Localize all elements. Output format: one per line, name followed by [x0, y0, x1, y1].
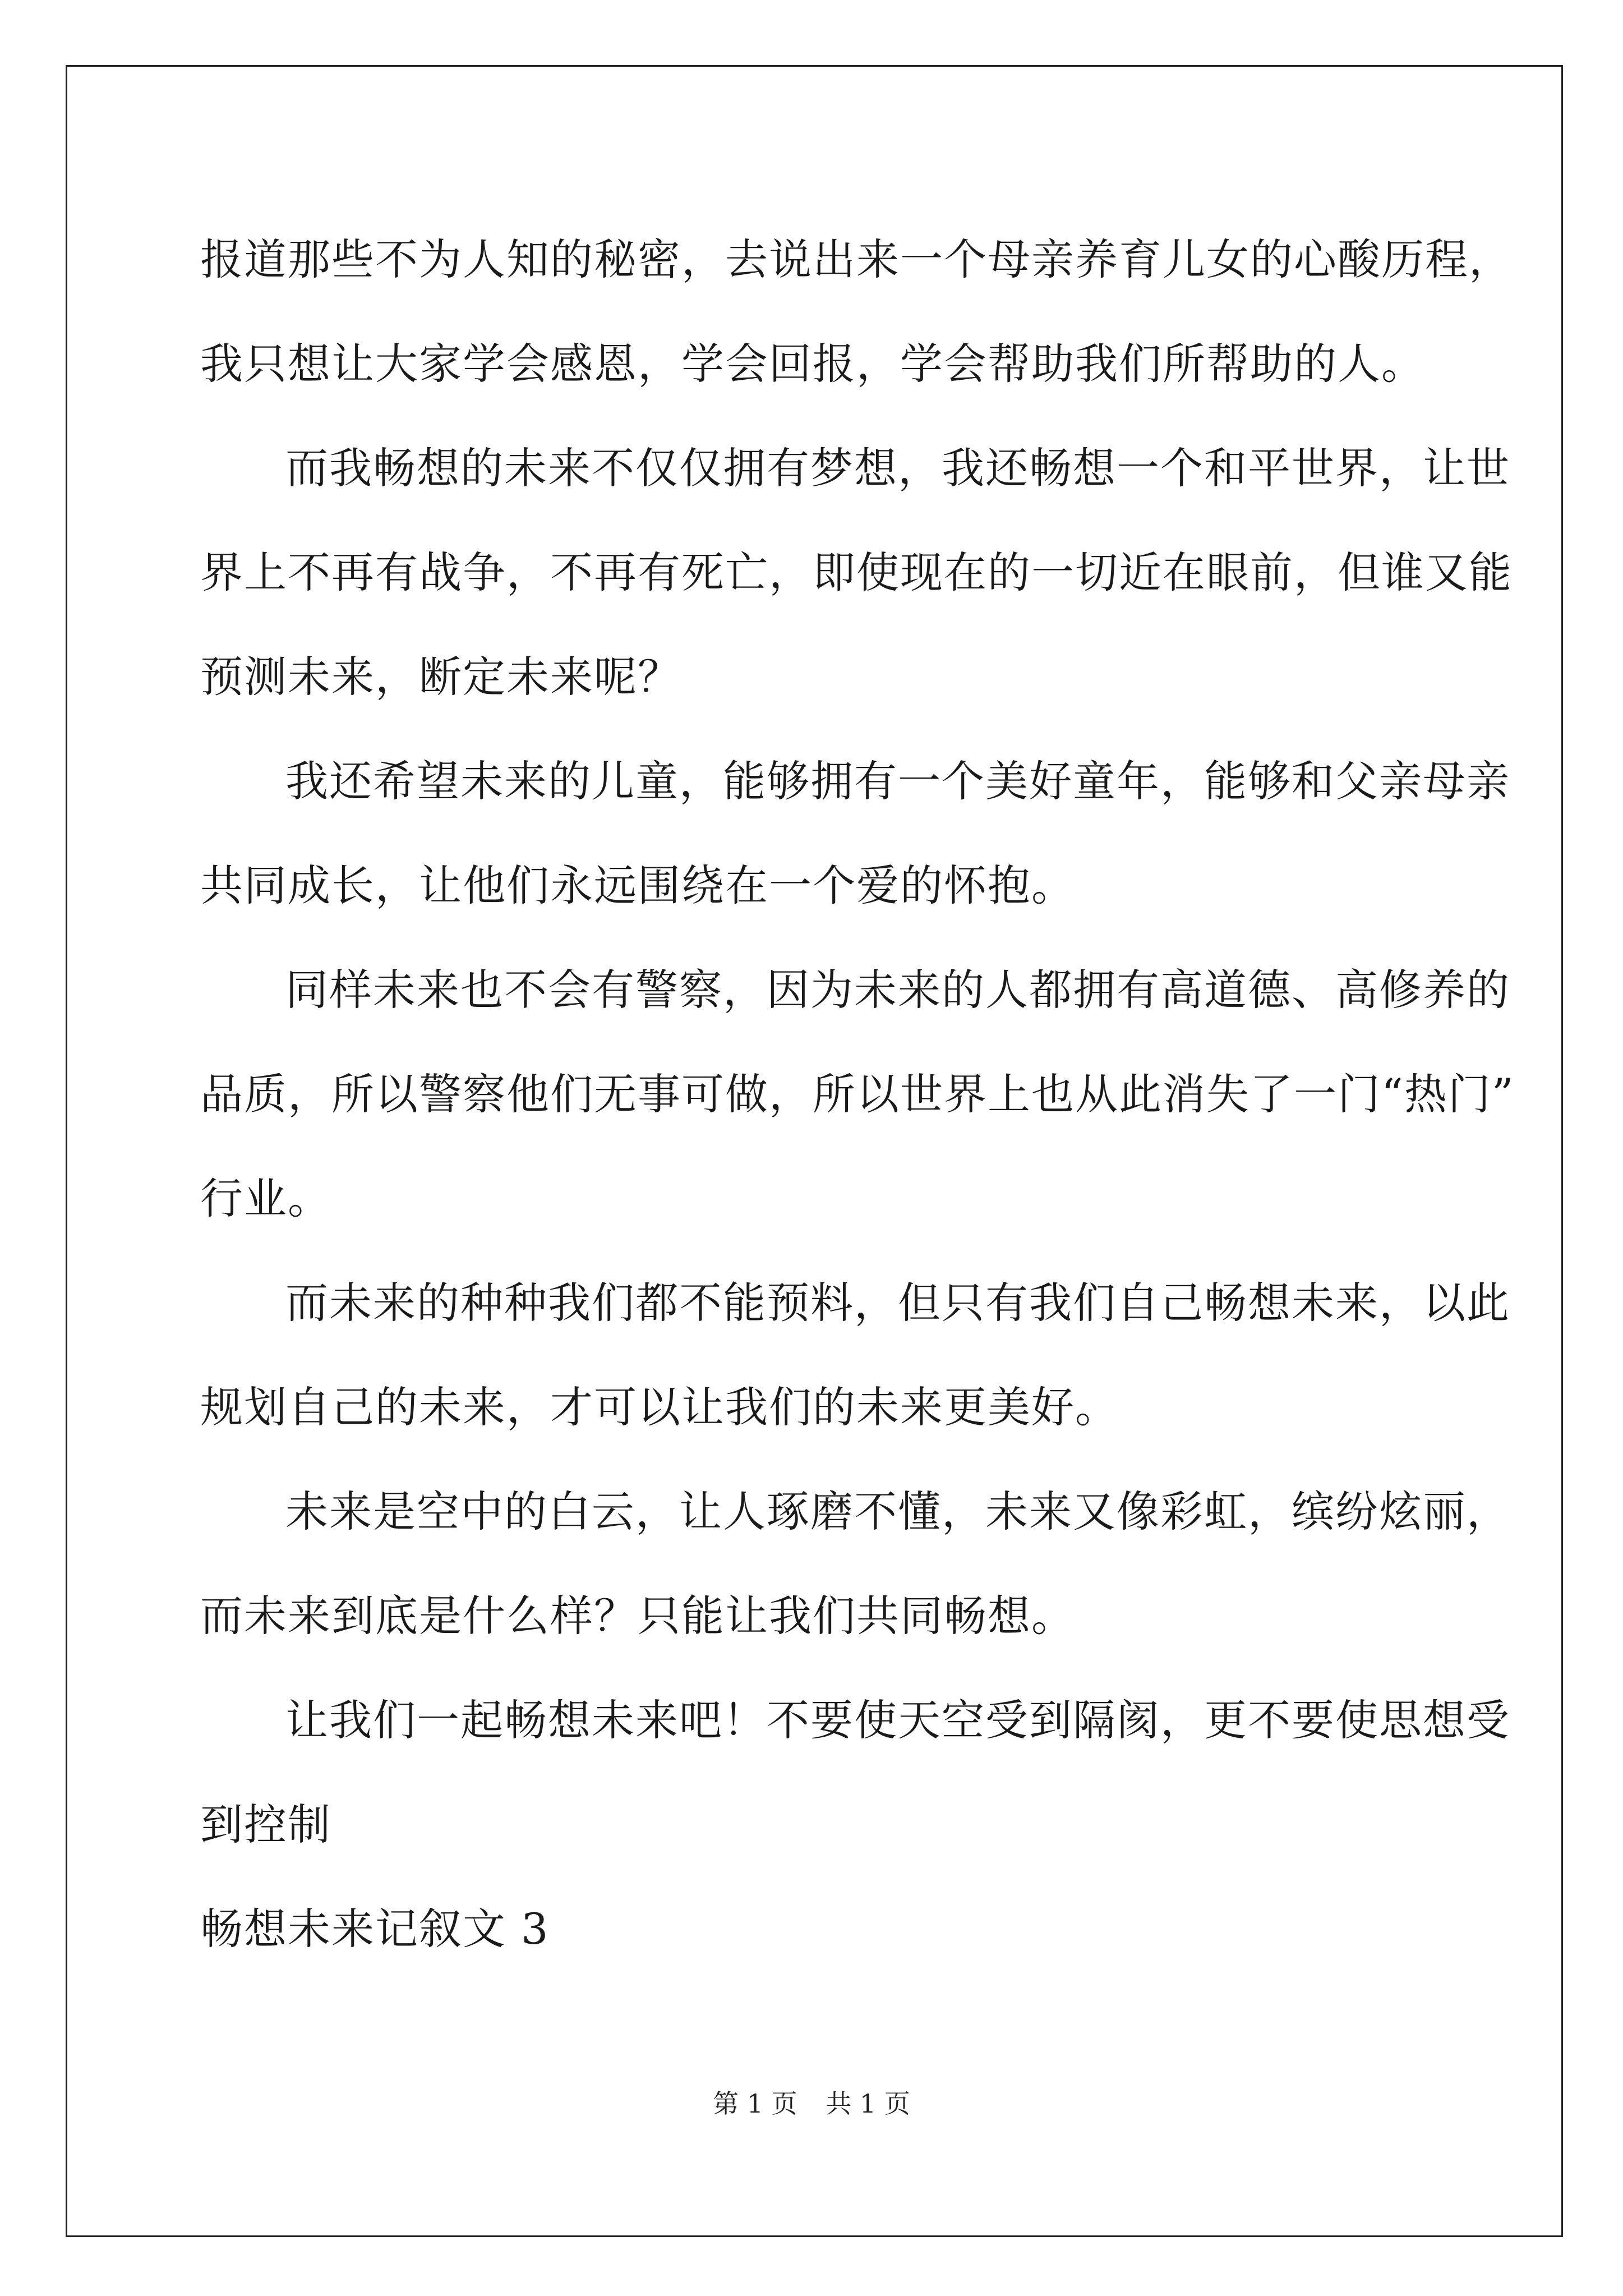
text-line: 而未来到底是什么样？只能让我们共同畅想。 — [200, 1591, 1075, 1641]
page-total: 共 1 页 — [826, 2088, 910, 2119]
text-line: 报道那些不为人知的秘密，去说出来一个母亲养育儿女的心酸历程， — [200, 234, 1513, 284]
page-number: 第 1 页 — [713, 2088, 797, 2119]
section-heading: 畅想未来记叙文 3 — [200, 1904, 550, 1954]
text-line: 界上不再有战争，不再有死亡，即使现在的一切近在眼前，但谁又能 — [200, 547, 1513, 597]
page-footer — [0, 2087, 1623, 2120]
text-line: 规划自己的未来，才可以让我们的未来更美好。 — [200, 1382, 1119, 1432]
text-line: 让我们一起畅想未来吧！不要使天空受到隔阂，更不要使思想受 — [285, 1695, 1510, 1745]
text-line: 共同成长，让他们永远围绕在一个爱的怀抱。 — [200, 861, 1075, 910]
text-line: 而未来的种种我们都不能预料，但只有我们自己畅想未来，以此 — [285, 1278, 1510, 1328]
text-line: 预测未来，断定未来呢？ — [200, 652, 681, 702]
text-line: 到控制 — [200, 1800, 331, 1849]
text-line: 未来是空中的白云，让人琢磨不懂，未来又像彩虹，缤纷炫丽， — [285, 1487, 1510, 1536]
text-line: 我只想让大家学会感恩，学会回报，学会帮助我们所帮助的人。 — [200, 339, 1425, 389]
text-line: 同样未来也不会有警察，因为未来的人都拥有高道德、高修养的 — [285, 965, 1510, 1015]
text-line: 而我畅想的未来不仅仅拥有梦想，我还畅想一个和平世界，让世 — [285, 443, 1510, 493]
text-line: 品质，所以警察他们无事可做，所以世界上也从此消失了一门“热门” — [200, 1069, 1515, 1119]
document-body — [200, 208, 1515, 1981]
text-line: 行业。 — [200, 1174, 331, 1223]
text-line: 我还希望未来的儿童，能够拥有一个美好童年，能够和父亲母亲 — [285, 756, 1510, 806]
